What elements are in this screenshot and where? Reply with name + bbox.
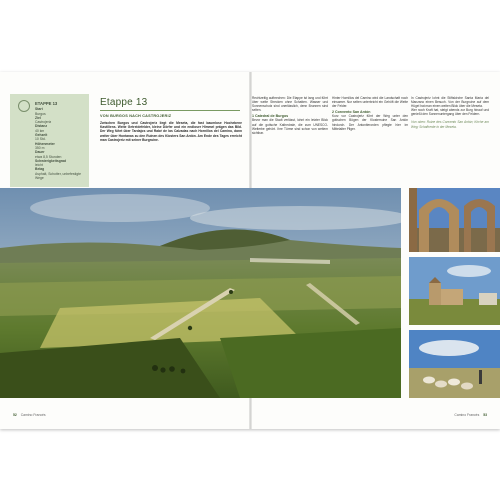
fact-value: Castrojeriz	[35, 120, 52, 125]
fact-value: leicht	[35, 163, 43, 168]
convento-ruin-photo	[409, 188, 500, 252]
paragraph: Bevor man die Stadt verlässt, lohnt ein letzter Blick auf die gotische Kathedrale, die zum UNESCO-Welterbe gehört. Ihre Türme sind schon von weitem sichtbar.	[252, 118, 328, 135]
fact-label: Ziel	[35, 115, 41, 120]
paragraph: Hinter Hornillos del Camino wird die Landschaft noch einsamer. Nur selten unterbricht ein Gehöft die Weite der Felder.	[332, 96, 408, 109]
page-number: 53	[483, 413, 487, 417]
page-footer-left	[10, 413, 46, 417]
text-column-3	[411, 96, 489, 129]
stage-info-box	[10, 94, 89, 187]
running-footer: Camino Francés	[454, 413, 480, 417]
fact-label: Gehzeit	[35, 133, 48, 138]
fact-label: Höhenmeter	[35, 141, 55, 146]
fact-label: Belag	[35, 167, 45, 172]
fact-value: 10 Std.	[35, 137, 46, 142]
stage-facts	[35, 102, 87, 180]
title-rule	[100, 110, 240, 111]
sheep-flock-photo	[409, 330, 500, 398]
fact-value: Burgos	[35, 111, 46, 116]
fact-label: Distanz	[35, 124, 48, 129]
scallop-shell-icon	[18, 100, 30, 112]
running-footer: Camino Francés	[20, 413, 46, 417]
stage-title: Etappe 13	[100, 97, 148, 108]
page-number: 52	[13, 413, 17, 417]
church-photo	[409, 257, 500, 325]
stage-route: VON BURGOS NACH CASTROJERIZ	[100, 114, 172, 118]
text-column-2	[332, 96, 408, 131]
info-title: ETAPPE 13	[35, 101, 58, 106]
meseta-landscape-photo	[0, 188, 401, 398]
paragraph: Rechtzeitig aufbrechen: Die Etappe ist lang und führt über weite Strecken ohne Schatten. Wasser und Sonnenschutz sind unerlässlich, denn Brunnen sind selten.	[252, 96, 328, 113]
page-footer-right	[454, 413, 490, 417]
fact-value: etwa 8,5 Stunden	[35, 154, 62, 159]
fact-label: Start	[35, 107, 43, 112]
book-spread	[0, 72, 500, 429]
paragraph: Wer noch Kraft hat, steigt abends zur Burg hinauf und genießt den Sonnenuntergang über den Feldern.	[411, 108, 489, 117]
text-column-1	[252, 96, 328, 135]
fact-value: Asphalt, Schotter, unbefestigte Wege	[35, 171, 81, 181]
paragraph: Kurz vor Castrojeriz führt der Weg unter den gotischen Bögen der Klosterruine San Antón hindurch. Der Antoniterorden pflegte hier im Mittelalter Pilger.	[332, 114, 408, 131]
section-heading: 1 Catedral de Burgos	[252, 114, 289, 119]
photo-caption: Von oben: Ruine des Convento San Antón; Kirche am Weg; Schafherde in der Meseta.	[411, 120, 489, 129]
paragraph: In Castrojeriz lohnt die Stiftskirche Santa María del Manzano einen Besuch. Von der Burgruine auf dem Hügel hat man einen weiten Blick über die Meseta.	[411, 96, 489, 109]
stage-intro: Zwischen Burgos und Castrojeriz liegt die Meseta, die fast baumlose Hochebene Kastiliens. Weite Getreidefelder, kleine Dörfer und ein endloser Himmel prägen das Bild. Der Weg führt über Tardajos und Rabé de las Calzadas nach Hornillos del Camino, dann weiter über Hontanas zu den Ruinen des Klosters San Antón. Am Ende des Tages erreicht man Castrojeriz mit seiner Burgruine.	[100, 121, 242, 142]
fact-label: Schwierigkeitsgrad	[35, 158, 67, 163]
fact-value: 350 m	[35, 145, 45, 150]
section-heading: 2 Convento San Antón	[332, 110, 371, 115]
fact-value: 40 km	[35, 128, 45, 133]
fact-label: Dauer	[35, 150, 45, 155]
